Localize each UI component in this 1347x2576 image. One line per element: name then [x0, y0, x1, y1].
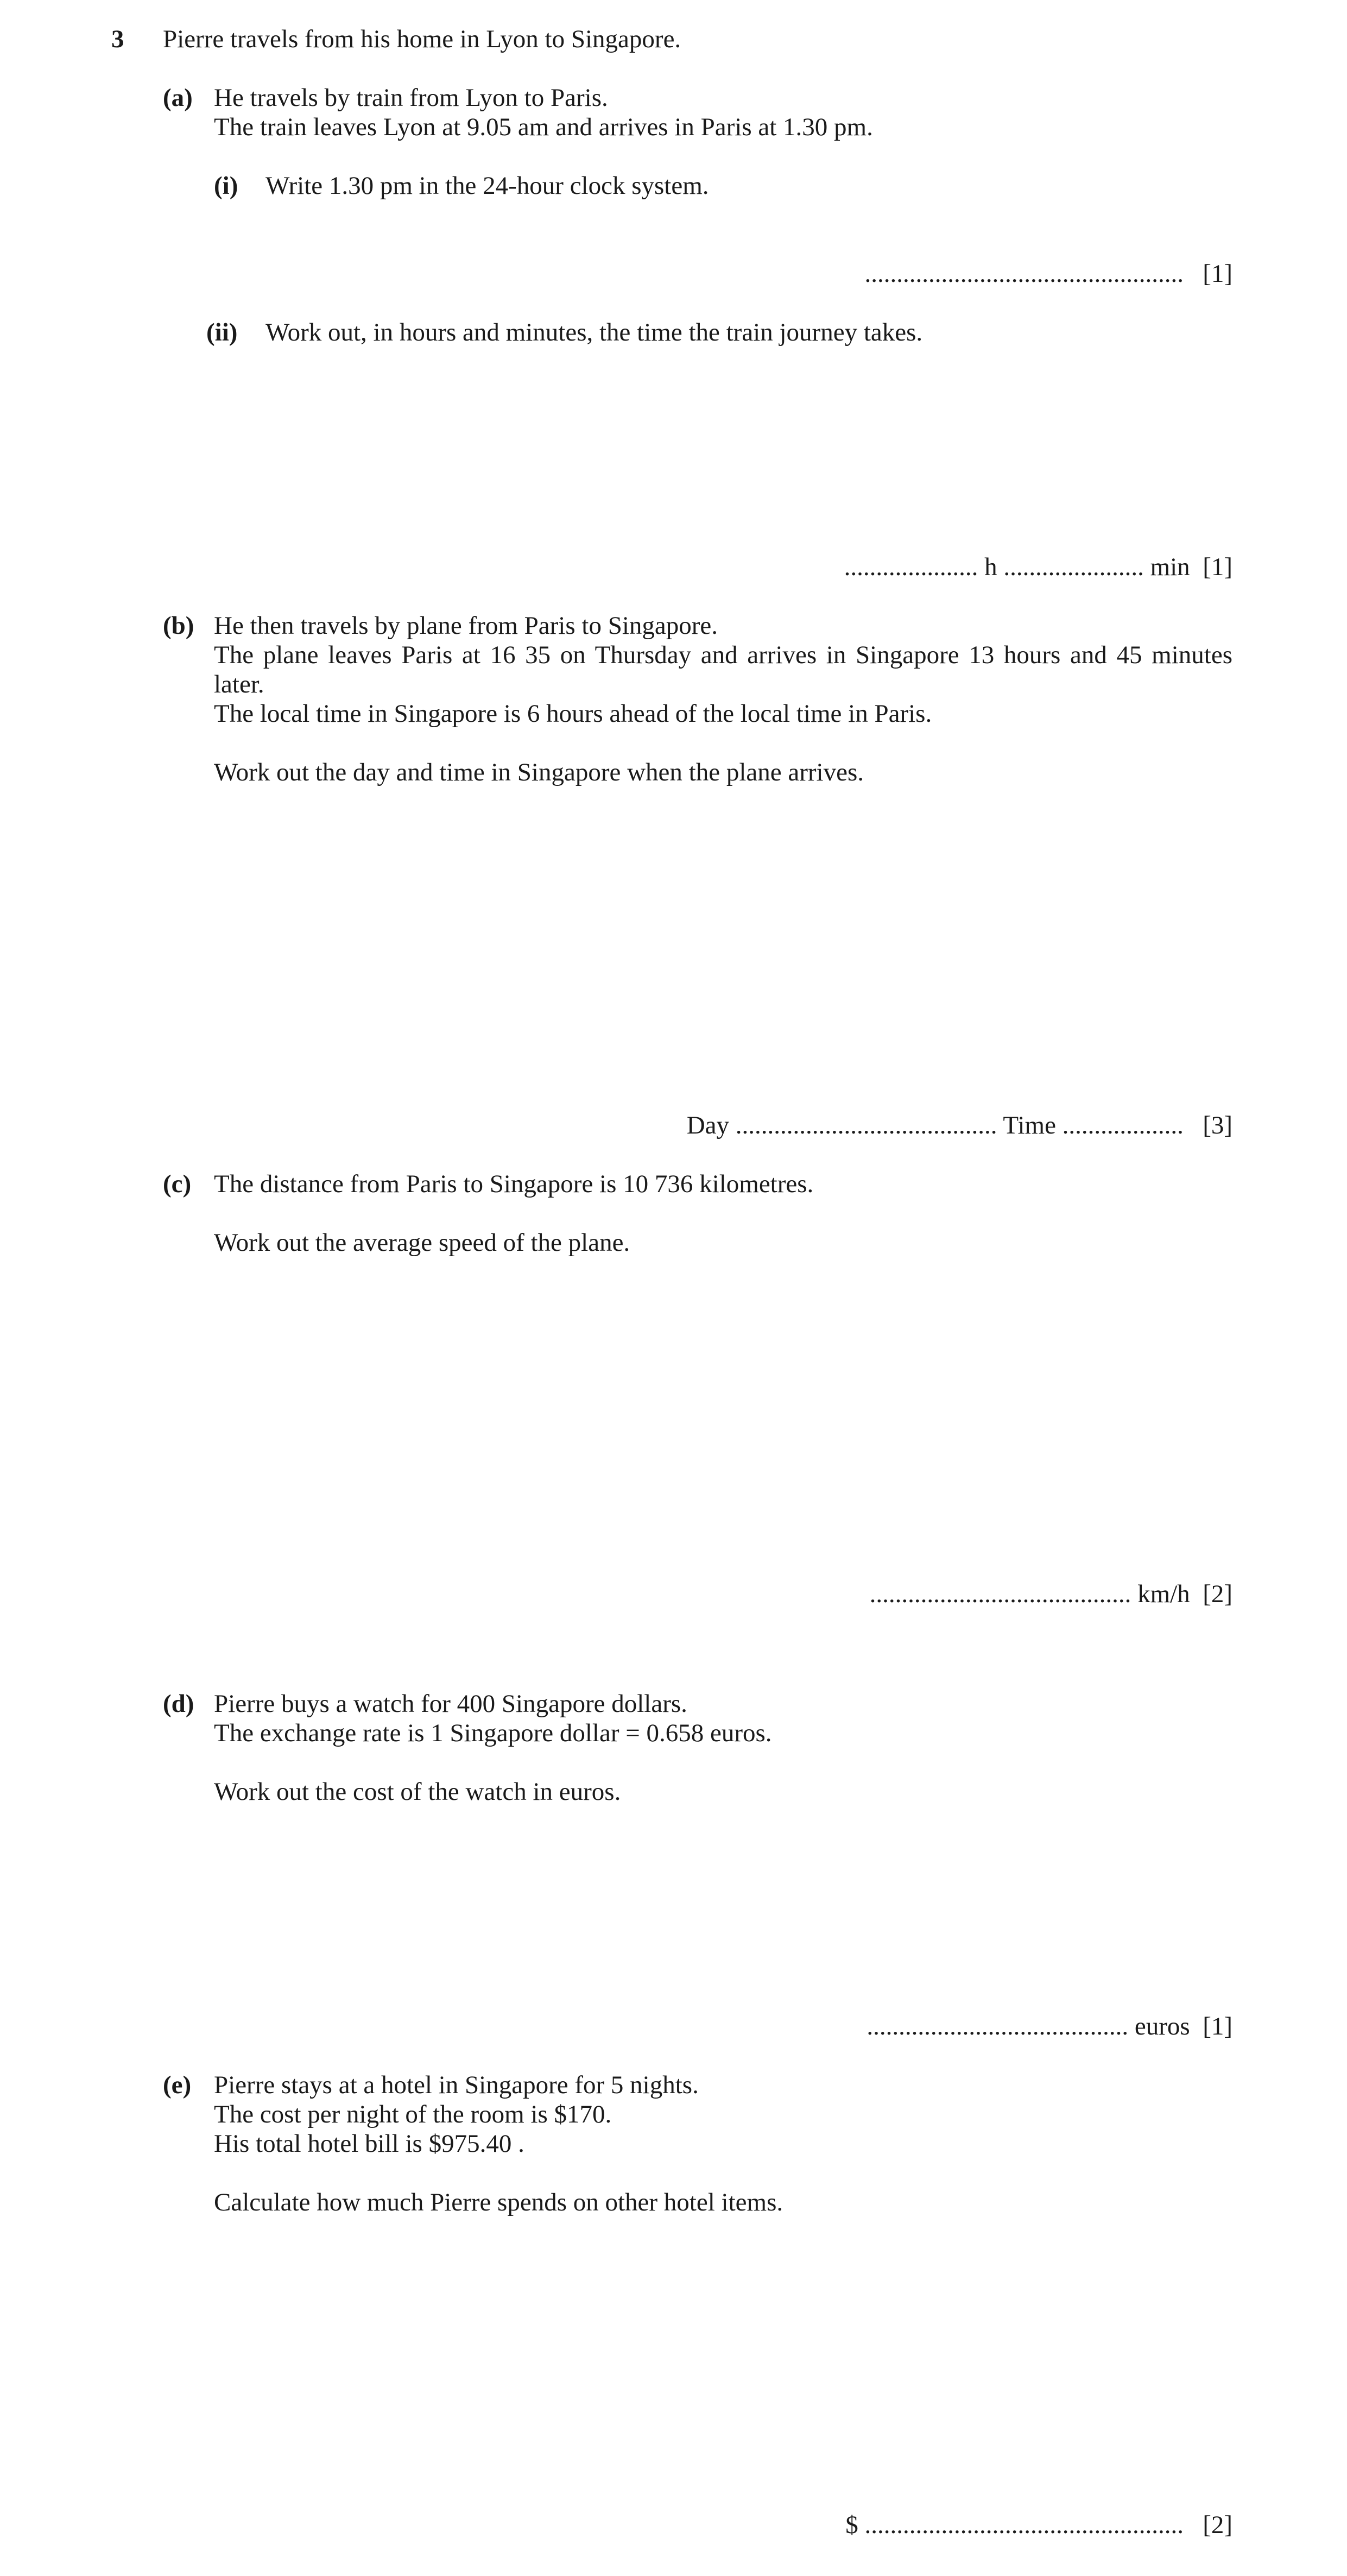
part-a-line2: The train leaves Lyon at 9.05 am and arrives in Paris at 1.30 pm. — [214, 113, 873, 141]
part-b-task: Work out the day and time in Singapore when the plane arrives. — [214, 758, 864, 786]
part-a-ii-text: Work out, in hours and minutes, the time the train journey takes. — [265, 318, 923, 347]
question-number: 3 — [111, 25, 124, 53]
marks: [2] — [1203, 2511, 1232, 2539]
part-b-line1: He then travels by plane from Paris to Singapore. — [214, 612, 718, 640]
part-e-label: (e) — [163, 2071, 192, 2099]
marks: [1] — [1203, 2012, 1232, 2040]
part-a-ii-label: (ii) — [206, 318, 238, 347]
part-d-task: Work out the cost of the watch in euros. — [214, 1778, 621, 1806]
part-d-answer-line[interactable] — [867, 2012, 1232, 2041]
part-a-line1: He travels by train from Lyon to Paris. — [214, 84, 608, 112]
marks: [1] — [1203, 260, 1232, 288]
marks: [2] — [1203, 1580, 1232, 1608]
part-e-line2: The cost per night of the room is $170. — [214, 2100, 612, 2128]
part-a-i-text: Write 1.30 pm in the 24-hour clock system. — [265, 172, 709, 200]
part-d-line1: Pierre buys a watch for 400 Singapore dollars. — [214, 1690, 687, 1718]
question-intro: Pierre travels from his home in Lyon to Singapore. — [163, 25, 681, 53]
part-a-i-label: (i) — [214, 172, 238, 200]
answer-dots: Day ......................................... Time ................... — [686, 1111, 1184, 1139]
part-b-line2b: later. — [214, 670, 264, 698]
answer-dots: ......................................... euros — [867, 2012, 1190, 2040]
part-a-i-answer-line[interactable] — [864, 259, 1232, 288]
part-d-line2: The exchange rate is 1 Singapore dollar = 0.658 euros. — [214, 1719, 772, 1747]
answer-dots: $ .................................................. — [845, 2511, 1184, 2539]
marks: [3] — [1203, 1111, 1232, 1139]
part-c-label: (c) — [163, 1170, 192, 1198]
part-d-label: (d) — [163, 1690, 194, 1718]
part-b-answer-line[interactable] — [687, 1111, 1232, 1140]
part-a-label: (a) — [163, 84, 193, 112]
part-b-line3: The local time in Singapore is 6 hours ahead of the local time in Paris. — [214, 700, 932, 728]
part-e-line1: Pierre stays at a hotel in Singapore for 5 nights. — [214, 2071, 699, 2099]
part-b-line2a: The plane leaves Paris at 16 35 on Thursday and arrives in Singapore 13 hours and 45 minutes — [214, 641, 1232, 669]
answer-dots: .................................................. — [864, 260, 1184, 288]
part-c-task: Work out the average speed of the plane. — [214, 1229, 630, 1257]
part-e-answer-line[interactable] — [845, 2510, 1232, 2540]
part-e-line3: His total hotel bill is $975.40 . — [214, 2130, 524, 2158]
part-b-label: (b) — [163, 612, 194, 640]
part-e-task: Calculate how much Pierre spends on other hotel items. — [214, 2188, 783, 2216]
part-c-answer-line[interactable] — [870, 1579, 1232, 1609]
part-a-ii-answer-line[interactable] — [844, 552, 1232, 582]
answer-dots: ......................................... km/h — [869, 1580, 1190, 1608]
marks: [1] — [1203, 553, 1232, 581]
part-c-line1: The distance from Paris to Singapore is 10 736 kilometres. — [214, 1170, 814, 1198]
answer-dots: ..................... h ...................... min — [844, 553, 1190, 581]
